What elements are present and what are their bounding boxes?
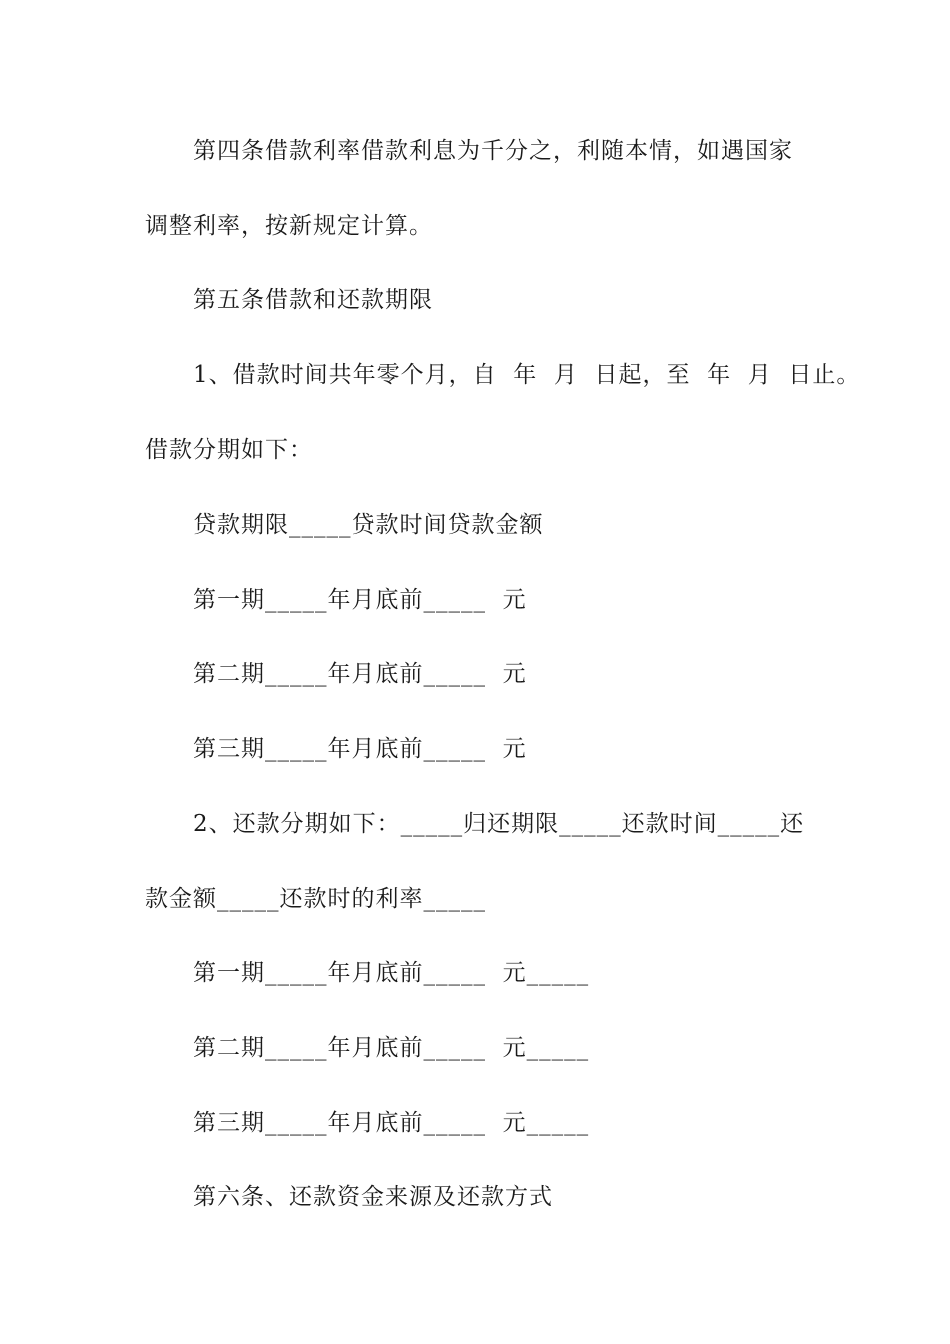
loan-period-3: 第三期_____年月底前_____ 元 — [193, 736, 527, 762]
loan-term-line-2: 借款分期如下： — [145, 437, 313, 463]
loan-period-2: 第二期_____年月底前_____ 元 — [193, 661, 527, 687]
repayment-period-1: 第一期_____年月底前_____ 元_____ — [193, 960, 590, 986]
loan-schedule-header: 贷款期限_____贷款时间贷款金额 — [193, 512, 544, 538]
clause-6-heading: 第六条、还款资金来源及还款方式 — [193, 1184, 553, 1210]
repayment-period-2: 第二期_____年月底前_____ 元_____ — [193, 1035, 590, 1061]
loan-term-line-1: 1、借款时间共年零个月，自 年 月 日起，至 年 月 日止。 — [193, 362, 861, 388]
clause-4-paragraph-line-1: 第四条借款利率借款利息为千分之，利随本情，如遇国家 — [193, 138, 793, 164]
repayment-schedule-line-1: 2、还款分期如下：_____归还期限_____还款时间_____还 — [193, 811, 805, 837]
clause-5-heading: 第五条借款和还款期限 — [193, 287, 433, 313]
clause-4-paragraph-line-2: 调整利率，按新规定计算。 — [145, 213, 433, 239]
loan-period-1: 第一期_____年月底前_____ 元 — [193, 587, 527, 613]
repayment-schedule-line-2: 款金额_____还款时的利率_____ — [145, 886, 486, 912]
repayment-period-3: 第三期_____年月底前_____ 元_____ — [193, 1110, 590, 1136]
